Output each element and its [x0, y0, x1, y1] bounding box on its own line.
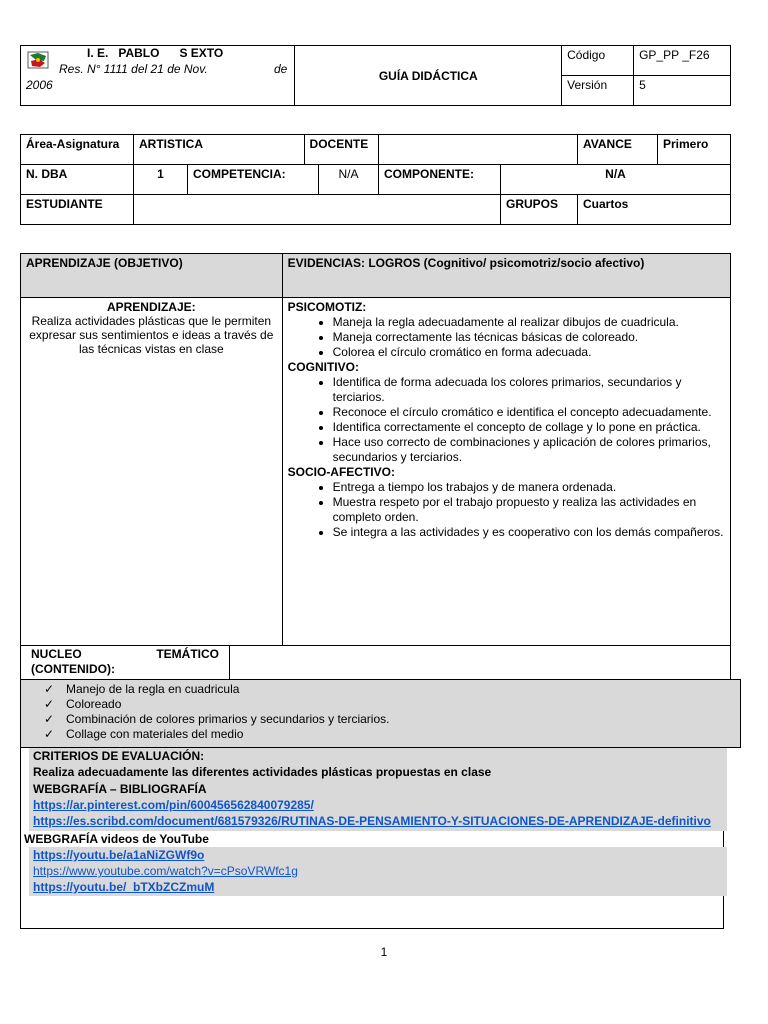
criterios-text: Realiza adecuadamente las diferentes actividades plásticas propuestas en clase: [33, 765, 492, 779]
check-icon: ✓: [44, 682, 55, 696]
estudiante-label: ESTUDIANTE: [21, 195, 134, 225]
cognitivo-list: [288, 375, 725, 465]
lower-section: [20, 748, 724, 929]
competencia-label: COMPETENCIA:: [188, 165, 319, 195]
grupos-label: GRUPOS: [501, 195, 578, 225]
list-item: ✓ Collage con materiales del medio: [44, 727, 244, 741]
aprendizaje-header: APRENDIZAJE (OBJETIVO): [21, 254, 283, 298]
estudiante-value: [134, 195, 501, 225]
main-table: [20, 253, 731, 646]
psicomotriz-list: [288, 315, 725, 360]
check-icon: ✓: [44, 712, 55, 726]
school-cell: [21, 46, 295, 106]
nucleo-label-c: (CONTENIDO):: [31, 662, 115, 676]
competencia-value: N/A: [319, 165, 379, 195]
webgrafia-link[interactable]: https://es.scribd.com/document/681579326/RUTINAS-DE-PENSAMIENTO-Y-SITUACIONES-DE-APRENDIZAJE-definitivo: [33, 814, 711, 828]
grupos-value: Cuartos: [578, 195, 731, 225]
list-item: • Se integra a las actividades y es cooperativo con los demás compañeros.: [333, 525, 725, 540]
psicomotriz-title: PSICOMOTIZ:: [287, 300, 367, 314]
list-item: • Entrega a tiempo los trabajos y de manera ordenada.: [333, 480, 725, 495]
nucleo-list: [21, 682, 740, 742]
evidencias-header: EVIDENCIAS: LOGROS (Cognitivo/ psicomotriz/socio afectivo): [282, 254, 730, 298]
nucleo-label-b: TEMÁTICO: [156, 647, 219, 661]
nucleo-label-a: NUCLEO: [31, 647, 82, 661]
school-logo-icon: [27, 51, 49, 69]
aprendizaje-text: Realiza actividades plásticas que le permiten expresar sus sentimientos e ideas a través de las técnicas vistas en clase: [29, 314, 274, 356]
version-label: Versión: [562, 76, 634, 106]
webgrafia-title: WEBGRAFÍA – BIBLIOGRAFÍA: [33, 782, 207, 796]
nucleo-label: [20, 645, 230, 680]
webgrafia-link[interactable]: https://ar.pinterest.com/pin/600456562840079285/: [33, 798, 314, 812]
page-number: 1: [380, 945, 388, 959]
youtube-link[interactable]: https://youtu.be/a1aNiZGWf9o: [33, 848, 205, 862]
avance-label: AVANCE: [578, 135, 658, 165]
webgrafia-block: [29, 780, 727, 831]
nucleo-empty-cell: [229, 645, 731, 680]
docente-value: [379, 135, 578, 165]
list-item: • Reconoce el círculo cromático e identifica el concepto adecuadamente.: [333, 405, 725, 420]
nucleo-content: [20, 679, 741, 748]
avance-value: Primero: [658, 135, 731, 165]
componente-value: N/A: [501, 165, 731, 195]
youtube-link[interactable]: https://www.youtube.com/watch?v=cPsoVRWfc1g: [33, 864, 298, 878]
dba-label: N. DBA: [21, 165, 134, 195]
info-table: [20, 134, 731, 225]
list-item: ✓ Manejo de la regla en cuadricula: [44, 682, 240, 696]
evidencias-cell: [282, 298, 730, 646]
list-item: ✓ Coloreado: [44, 697, 122, 711]
criterios-block: [29, 748, 727, 780]
youtube-block: [29, 847, 727, 896]
aprendizaje-title: APRENDIZAJE:: [106, 300, 196, 314]
list-item: • Hace uso correcto de combinaciones y aplicación de colores primarios, secundarios y terciarios.: [333, 435, 725, 465]
list-item: • Maneja la regla adecuadamente al realizar dibujos de cuadricula.: [333, 315, 725, 330]
version-value: 5: [634, 76, 731, 106]
list-item: • Identifica correctamente el concepto de collage y lo pone en práctica.: [333, 420, 725, 435]
document-title: GUÍA DIDÁCTICA: [295, 46, 562, 106]
youtube-title: WEBGRAFÍA videos de YouTube: [24, 832, 209, 846]
componente-label: COMPONENTE:: [379, 165, 501, 195]
criterios-title: CRITERIOS DE EVALUACIÓN:: [33, 749, 205, 763]
resolution-text: Res. N° 1111 del 21 de Nov.: [59, 62, 208, 76]
socio-title: SOCIO-AFECTIVO:: [287, 465, 395, 479]
header-table: [20, 45, 731, 106]
aprendizaje-cell: [21, 298, 283, 646]
docente-label: DOCENTE: [304, 135, 378, 165]
socio-list: [288, 480, 725, 540]
list-item: • Maneja correctamente las técnicas básicas de coloreado.: [333, 330, 725, 345]
list-item: • Muestra respeto por el trabajo propuesto y realiza las actividades en completo orden.: [333, 495, 725, 525]
cognitivo-title: COGNITIVO:: [287, 360, 359, 374]
list-item: ✓ Combinación de colores primarios y secundarios y terciarios.: [44, 712, 390, 726]
resolution-de: de: [274, 62, 288, 76]
youtube-link[interactable]: https://youtu.be/_bTXbZCZmuM: [33, 880, 215, 894]
check-icon: ✓: [44, 727, 55, 741]
area-value: ARTISTICA: [134, 135, 305, 165]
check-icon: ✓: [44, 697, 55, 711]
code-value: GP_PP _F26: [634, 46, 731, 76]
school-name: I. E. PABLO S EXTO: [87, 46, 224, 60]
list-item: • Identifica de forma adecuada los colores primarios, secundarios y terciarios.: [333, 375, 725, 405]
area-label: Área-Asignatura: [21, 135, 134, 165]
resolution-year: 2006: [26, 78, 53, 92]
code-label: Código: [562, 46, 634, 76]
list-item: • Colorea el círculo cromático en forma adecuada.: [333, 345, 725, 360]
dba-value: 1: [134, 165, 188, 195]
